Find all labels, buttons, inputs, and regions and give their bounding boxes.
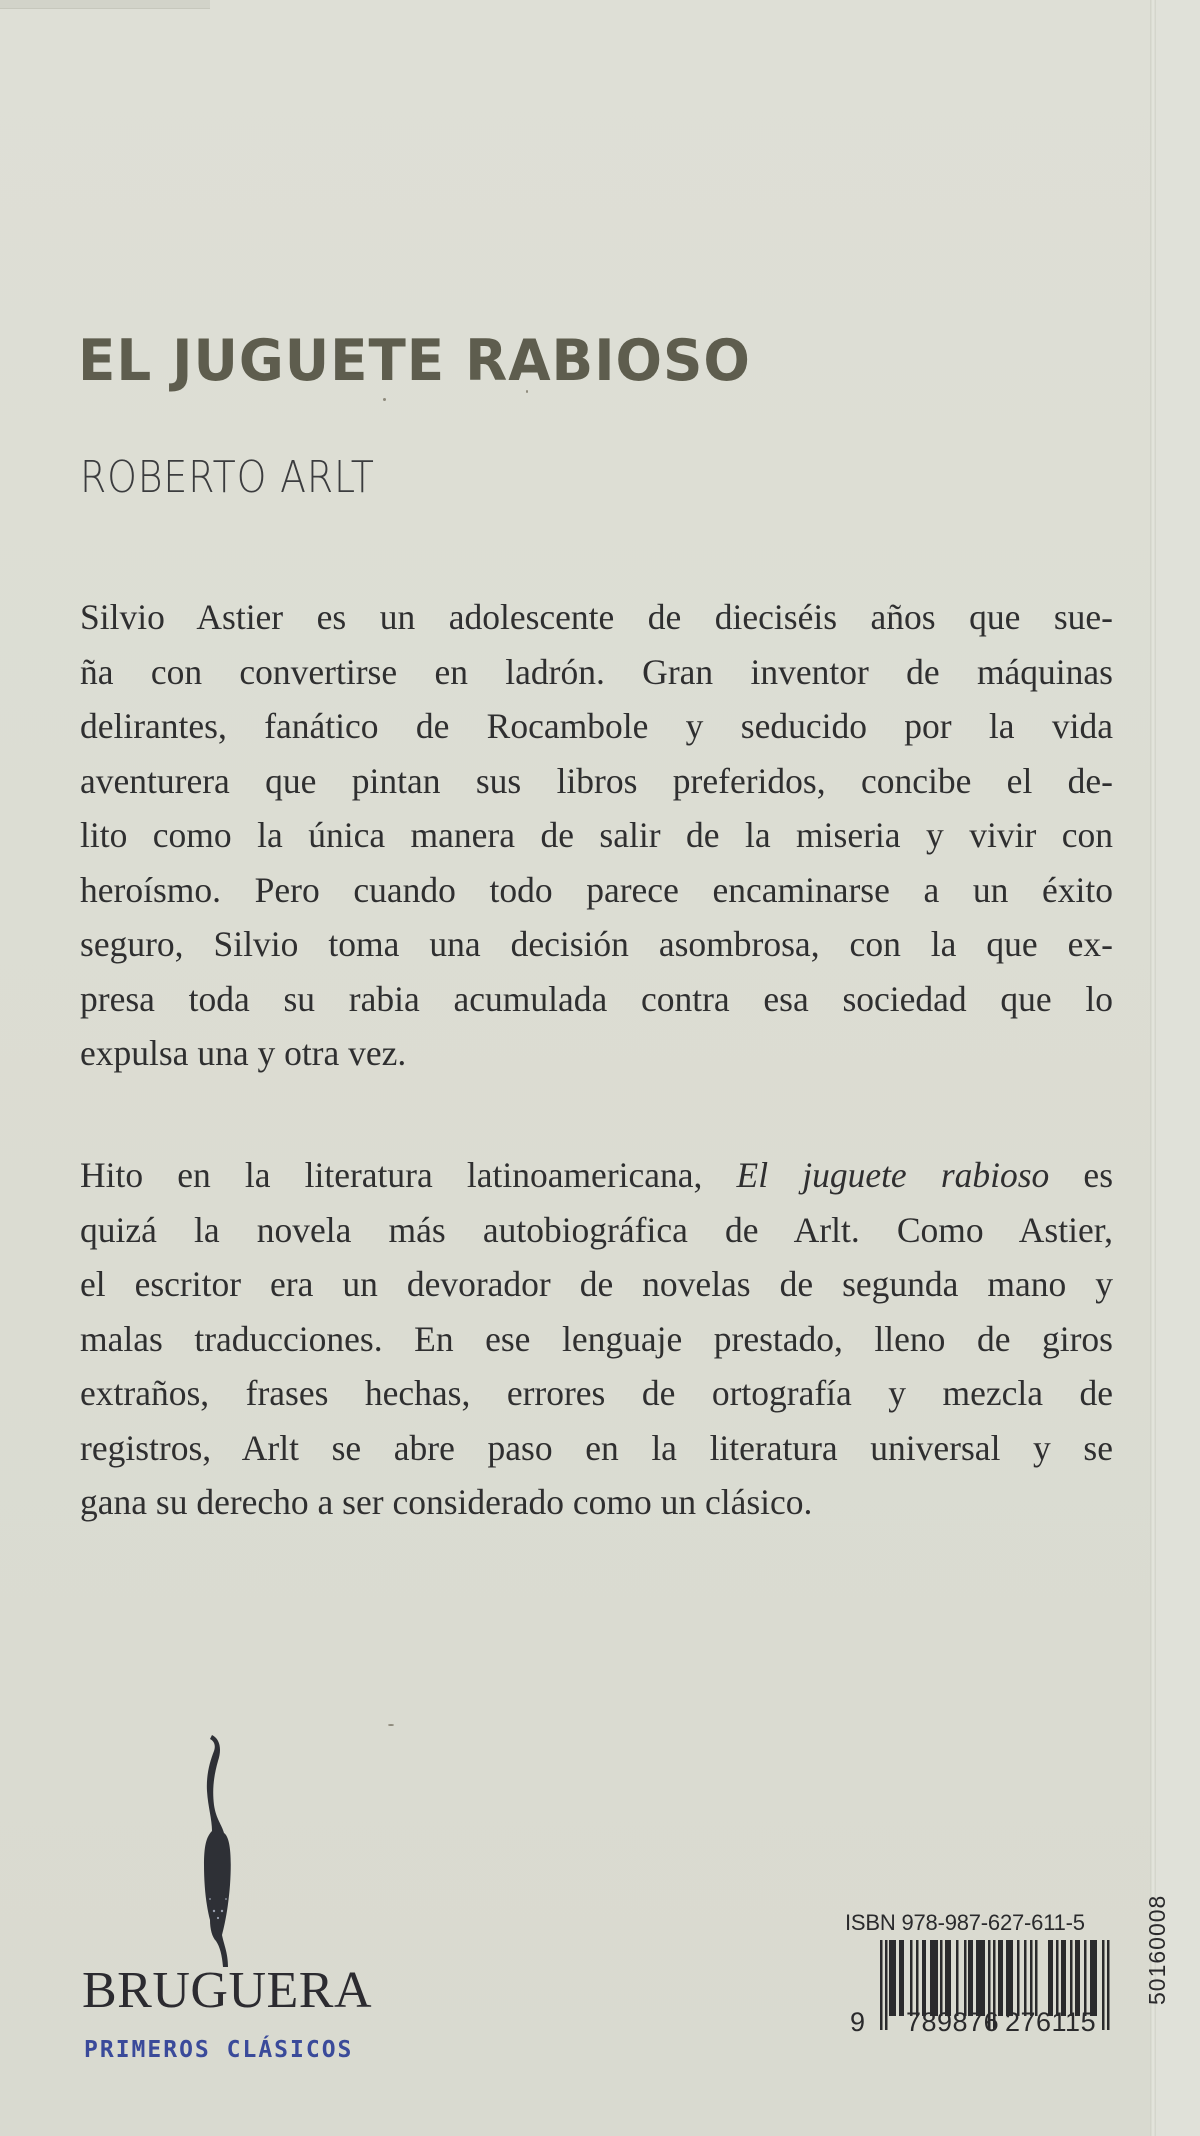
synopsis-line: lito como la única manera de salir de la miseria y vivir con — [80, 815, 1113, 855]
synopsis-line: gana su derecho a ser considerado como un clásico. — [80, 1482, 813, 1522]
book-title-italic: El juguete rabioso — [736, 1155, 1050, 1195]
synopsis-line-mixed — [80, 1148, 1113, 1203]
book-author: ROBERTO ARLT — [80, 452, 375, 503]
barcode-right-digits: 276115 — [1005, 2007, 1097, 2037]
synopsis-line: extraños, frases hechas, errores de ortografía y mezcla de — [80, 1373, 1113, 1413]
book-title: EL JUGUETE RABIOSO — [78, 328, 751, 394]
cat-silhouette-icon — [190, 1715, 250, 1975]
synopsis-text: es — [1049, 1155, 1114, 1195]
barcode-side-code: 50160008 — [1144, 1894, 1170, 2005]
synopsis-paragraph-1 — [80, 590, 1113, 1081]
barcode-first-digit: 9 — [850, 2007, 866, 2037]
top-edge-strip — [0, 0, 210, 9]
paper-speck — [383, 398, 386, 401]
synopsis-text: Hito en la literatura latinoamericana, — [80, 1155, 737, 1195]
synopsis-line: seguro, Silvio toma una decisión asombrosa, con la que ex- — [80, 924, 1113, 964]
synopsis-line: ña con convertirse en ladrón. Gran inventor de máquinas — [80, 651, 1113, 692]
synopsis-line: Silvio Astier es un adolescente de dieciséis años que sue- — [80, 597, 1113, 637]
isbn-barcode — [840, 1894, 1170, 2070]
synopsis-line: delirantes, fanático de Rocambole y seducido por la vida — [80, 706, 1113, 746]
synopsis-line: heroísmo. Pero cuando todo parece encaminarse a un éxito — [80, 869, 1113, 910]
publisher-logo — [82, 1715, 402, 2105]
publisher-name: BRUGUERA — [82, 1962, 373, 2019]
collection-name: PRIMEROS CLÁSICOS — [84, 2037, 354, 2063]
synopsis-line: el escritor era un devorador de novelas de segunda mano y — [80, 1264, 1113, 1304]
synopsis-line: malas traducciones. En ese lenguaje prestado, lleno de giros — [80, 1318, 1113, 1359]
synopsis-line: aventurera que pintan sus libros preferidos, concibe el de- — [80, 760, 1113, 801]
synopsis-paragraph-2 — [80, 1148, 1113, 1530]
spine-edge — [1156, 0, 1200, 2136]
synopsis-line: expulsa una y otra vez. — [80, 1033, 407, 1073]
synopsis-line: presa toda su rabia acumulada contra esa sociedad que lo — [80, 978, 1113, 1019]
synopsis-line: registros, Arlt se abre paso en la literatura universal y se — [80, 1427, 1113, 1468]
isbn-label: ISBN 978-987-627-611-5 — [845, 1910, 1085, 1935]
synopsis-line: quizá la novela más autobiográfica de Arlt. Como Astier, — [80, 1209, 1113, 1250]
barcode-left-digits: 789876 — [906, 2007, 1000, 2037]
